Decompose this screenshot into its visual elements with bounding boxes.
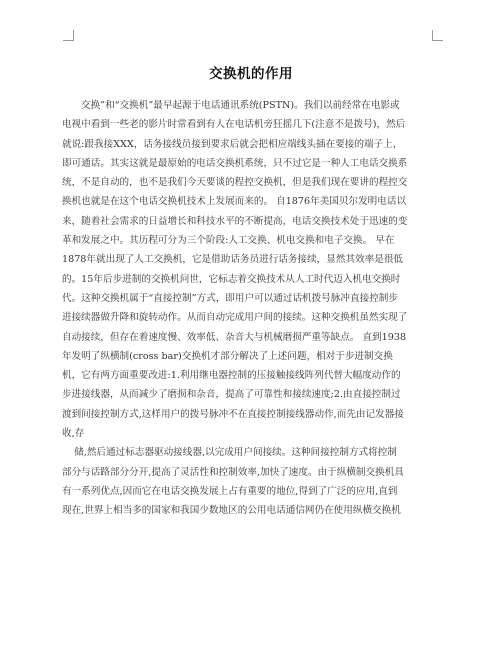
text-line: 进接续器做升降和旋转动作。从而自动完成用户间的接续。这种交换机虽然实现了 [62,312,408,324]
text-line: 储,然后通过标志器驱动接线器,以完成用户间接续。这种间接控制方式将控制 [62,447,397,459]
text-line: 渡到间接控制方式,这样用户的拨号脉冲不在直接控制接线器动作,而先由记发器接 [62,408,404,420]
text-line: 交换”和“交换机”最早起源于电话通讯系统(PSTN)。我们以前经常在电影或 [81,100,400,111]
text-line: 革和发展之中。其历程可分为三个阶段:人工交换、机电交换和电子交换。 早在 [62,235,395,247]
paragraph-2 [62,443,440,520]
crop-mark-top-right [432,30,443,41]
paragraph-1 [62,96,440,443]
text-line: 1878年就出现了人工交换机，它是借助话务员进行话务接续，显然其效率是很低 [62,254,404,266]
text-line: 即可通话。其实这就是最原始的电话交换机系统，只不过它是一种人工电话交换系 [62,157,408,169]
text-line: 有一系列优点,因而它在电话交换发展上占有重要的地位,得到了广泛的应用,直到 [62,485,398,497]
text-line: 机，它有两方面重要改进:1.利用继电器控制的压接触接线阵列代替大幅度动作的 [62,370,401,382]
document-body [62,96,440,521]
crop-mark-top-left [63,30,74,41]
text-line: 来，随着社会需求的日益增长和科技水平的不断提高，电话交换技术处于迅速的变 [62,215,408,227]
text-line: 就说:跟我接XXX，话务接线员接到要求后就会把相应端线头插在要接的端子上， [62,138,403,150]
text-line: 收,存 [62,428,85,440]
text-line: 部分与话路部分分开,提高了灵活性和控制效率,加快了速度。由于纵横制交换机具 [62,466,404,478]
document-title: 交换机的作用 [209,66,293,82]
text-line: 自动接续，但存在着速度慢、效率低、杂音大与机械磨损严重等缺点。 直到1938 [62,331,407,343]
text-line: 代。这种交换机属于“直接控制”方式，即用户可以通过话机拨号脉冲直接控制步 [62,292,398,304]
text-line: 电视中看到一些老的影片时常看到有人在电话机旁狂摇几下(注意不是拨号)，然后 [62,119,406,131]
text-line: 现在,世界上相当多的国家和我国少数地区的公用电话通信网仍在使用纵横交换机 [62,505,401,517]
text-line: 步进接线器，从而减少了磨损和杂音，提高了可靠性和接续速度;2.由直接控制过 [62,389,401,401]
text-line: 换机也就是在这个电话交换机技术上发展而来的。 自1876年美国贝尔发明电话以 [62,196,407,208]
text-line: 统，不是自动的，也不是我们今天要谈的程控交换机，但是我们现在要讲的程控交 [62,177,408,189]
text-line: 的。15年后步进制的交换机问世，它标志着交换技术从人工时代迈入机电交换时 [62,273,401,285]
text-line: 年发明了纵横制(cross bar)交换机才部分解决了上述问题，相对于步进制交换 [62,350,393,362]
